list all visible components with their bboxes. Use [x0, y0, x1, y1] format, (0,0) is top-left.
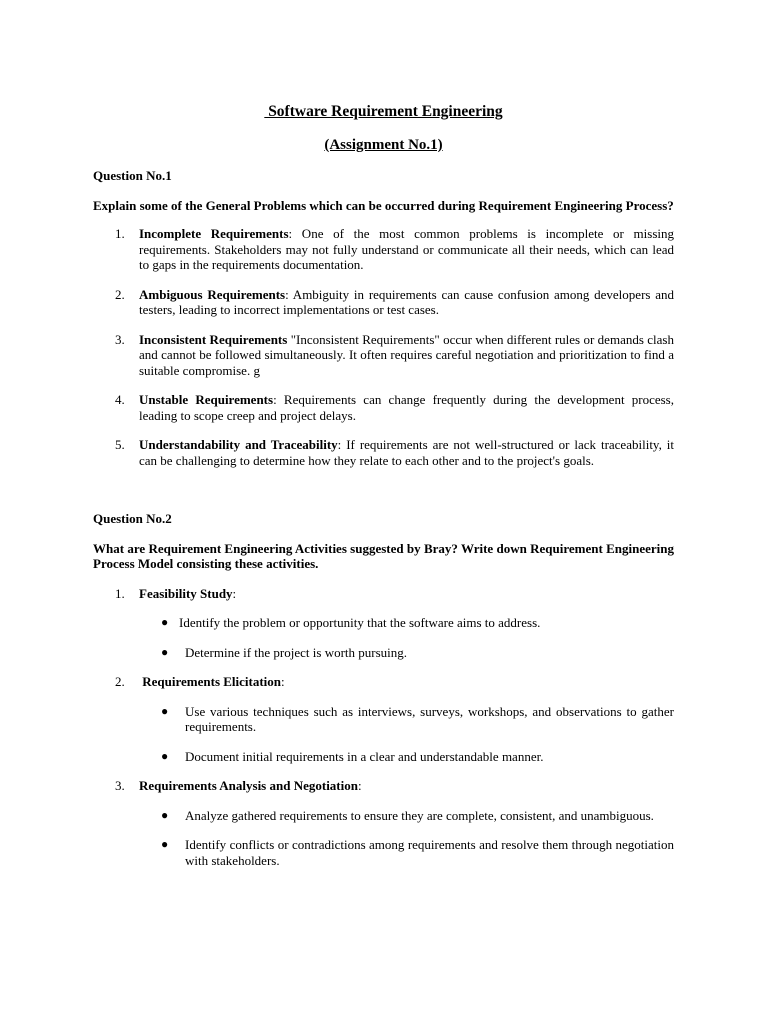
list-item [93, 778, 674, 794]
bullet-dot-icon: ● [161, 615, 169, 629]
list-item [93, 332, 674, 379]
item-separator: : [281, 674, 285, 689]
activity-list [93, 586, 674, 602]
bullet-item [93, 749, 674, 765]
bullet-dot-icon: ● [161, 837, 169, 851]
item-term: Requirements Analysis and Negotiation [139, 778, 358, 793]
question-1-text: Explain some of the General Problems which can be occurred during Requirement Engineering Process? [93, 197, 674, 213]
list-item [93, 226, 674, 273]
activity-list [93, 674, 674, 690]
bullet-text: Identify the problem or opportunity that the software aims to address. [179, 615, 541, 630]
item-term: Requirements Elicitation [139, 674, 282, 689]
document-title: Software Requirement Engineering [264, 103, 503, 120]
bullet-text: Determine if the project is worth pursuing. [185, 644, 408, 660]
bullet-dot-icon: ● [161, 644, 169, 659]
question-1-label: Question No.1 [93, 168, 172, 183]
bullet-list [93, 704, 674, 765]
list-item [93, 392, 674, 423]
item-separator: : [337, 437, 342, 452]
item-term: Ambiguous Requirements [139, 286, 286, 302]
item-description: "Inconsistent Requirements" occur when different rules or demands clash and cannot be followed simultaneously. It often requires careful negotiation and prioritization to find a suitable compromise. g [139, 331, 674, 378]
item-number: 4. [115, 392, 125, 407]
item-term: Unstable Requirements [139, 392, 274, 407]
item-separator: : [232, 585, 237, 601]
item-separator: : [357, 778, 362, 793]
bullet-dot-icon: ● [161, 748, 169, 763]
item-number: 2. [115, 674, 125, 689]
item-term: Feasibility Study [139, 585, 233, 601]
item-number: 3. [115, 778, 125, 793]
bullet-text: Analyze gathered requirements to ensure they are complete, consistent, and unambiguous. [185, 807, 654, 823]
bullet-text: Use various techniques such as interviews, surveys, workshops, and observations to gather requirements. [185, 703, 674, 734]
item-term: Inconsistent Requirements [139, 331, 288, 347]
item-number: 1. [115, 585, 125, 601]
list-item [93, 287, 674, 318]
item-separator: : [285, 286, 289, 302]
question-2-text: What are Requirement Engineering Activities suggested by Bray? Write down Requirement Engineering Process Model consisting these activities. [93, 540, 674, 571]
item-number: 3. [115, 331, 125, 347]
bullet-text: Identify conflicts or contradictions among requirements and resolve them through negotiation with stakeholders. [185, 837, 674, 868]
item-separator: : [288, 226, 293, 241]
bullet-item [93, 645, 674, 661]
bullet-text: Document initial requirements in a clear and understandable manner. [185, 748, 544, 764]
problem-list [93, 226, 674, 468]
item-description: If requirements are not well-structured or lack traceability, it can be challenging to determine how they relate to each other and to the project's goals. [139, 437, 674, 468]
item-term: Understandability and Traceability [139, 437, 338, 452]
bullet-list [93, 808, 674, 869]
bullet-item [93, 837, 674, 868]
question-2-label: Question No.2 [93, 511, 172, 526]
list-item [93, 674, 674, 690]
item-separator: : [273, 392, 277, 407]
activity-list [93, 778, 674, 794]
bullet-list [93, 615, 674, 660]
bullet-dot-icon: ● [161, 807, 169, 822]
item-description: Ambiguity in requirements can cause confusion among developers and testers, leading to incorrect implementations or test cases. [139, 286, 675, 317]
list-item [93, 437, 674, 468]
item-number: 1. [115, 226, 125, 241]
item-number: 5. [115, 437, 125, 452]
item-description: One of the most common problems is incomplete or missing requirements. Stakeholders may not fully understand or communicate all their needs, which can lead to gaps in the requirements documentation. [139, 226, 674, 272]
item-term: Incomplete Requirements [139, 226, 289, 241]
list-item [93, 586, 674, 602]
bullet-dot-icon: ● [161, 703, 169, 718]
bullet-item [93, 704, 674, 735]
bullet-item [93, 615, 674, 631]
item-number: 2. [115, 286, 125, 302]
item-description: Requirements can change frequently during the development process, leading to scope creep and project delays. [139, 392, 674, 423]
document-subtitle: (Assignment No.1) [324, 137, 443, 153]
bullet-item [93, 808, 674, 824]
